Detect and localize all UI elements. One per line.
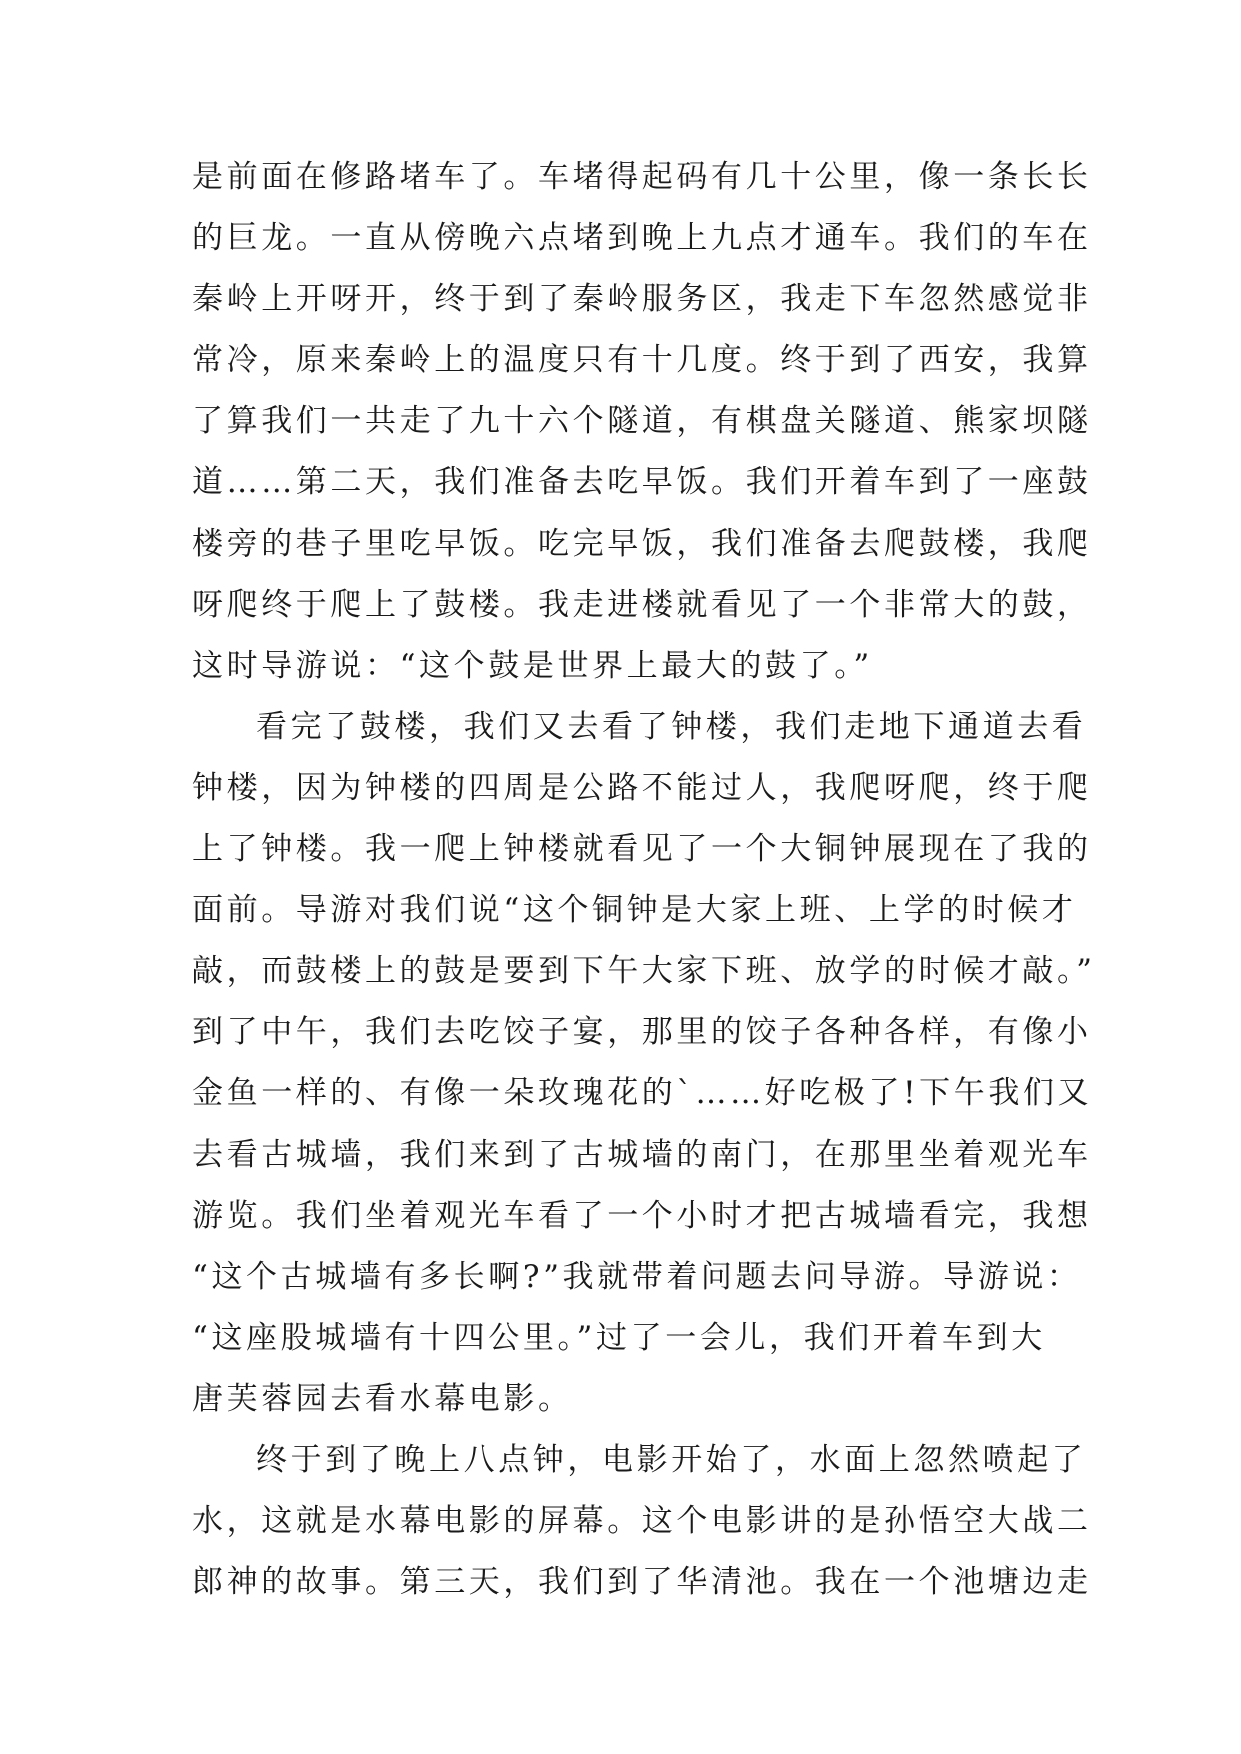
text-line: 呀爬终于爬上了鼓楼。我走进楼就看见了一个非常大的鼓， <box>192 586 1092 623</box>
text-line: 郎神的故事。第三天，我们到了华清池。我在一个池塘边走 <box>192 1564 1092 1601</box>
text-line: 面前。导游对我们说“这个铜钟是大家上班、上学的时候才 <box>192 892 1077 929</box>
text-line: 是前面在修路堵车了。车堵得起码有几十公里，像一条长长 <box>192 159 1092 195</box>
text-line: 道……第二天，我们准备去吃早饭。我们开着车到了一座鼓 <box>192 464 1092 501</box>
text-line: 唐芙蓉园去看水幕电影。 <box>192 1380 573 1417</box>
text-line: 去看古城墙，我们来到了古城墙的南门，在那里坐着观光车 <box>192 1136 1092 1173</box>
text-line: “这座股城墙有十四公里。”过了一会儿，我们开着车到大 <box>192 1319 1046 1356</box>
text-line: 金鱼一样的、有像一朵玫瑰花的`……好吃极了!下午我们又 <box>192 1075 1093 1112</box>
text-line: 游览。我们坐着观光车看了一个小时才把古城墙看完，我想 <box>192 1197 1092 1234</box>
text-line: 的巨龙。一直从傍晚六点堵到晚上九点才通车。我们的车在 <box>192 220 1092 257</box>
text-line: 到了中午，我们去吃饺子宴，那里的饺子各种各样，有像小 <box>192 1014 1092 1051</box>
text-line: 楼旁的巷子里吃早饭。吃完早饭，我们准备去爬鼓楼，我爬 <box>192 525 1092 562</box>
text-line: 上了钟楼。我一爬上钟楼就看见了一个大铜钟展现在了我的 <box>192 831 1092 868</box>
text-line: 敲，而鼓楼上的鼓是要到下午大家下班、放学的时候才敲。” <box>192 953 1096 990</box>
text-line: 常冷，原来秦岭上的温度只有十几度。终于到了西安，我算 <box>192 342 1092 379</box>
text-line: 秦岭上开呀开，终于到了秦岭服务区，我走下车忽然感觉非 <box>192 281 1092 318</box>
text-line: 水，这就是水幕电影的屏幕。这个电影讲的是孙悟空大战二 <box>192 1503 1092 1540</box>
text-line: 了算我们一共走了九十六个隧道，有棋盘关隧道、熊家坝隧 <box>192 403 1092 440</box>
document-body <box>192 159 1096 1628</box>
paragraph-start-line: 终于到了晚上八点钟，电影开始了，水面上忽然喷起了 <box>256 1441 1087 1478</box>
text-line: 这时导游说：“这个鼓是世界上最大的鼓了。” <box>192 647 873 684</box>
paragraph-start-line: 看完了鼓楼，我们又去看了钟楼，我们走地下通道去看 <box>256 708 1087 745</box>
text-line: “这个古城墙有多长啊?”我就带着问题去问导游。导游说： <box>192 1258 1082 1295</box>
text-line: 钟楼，因为钟楼的四周是公路不能过人，我爬呀爬，终于爬 <box>192 769 1092 806</box>
